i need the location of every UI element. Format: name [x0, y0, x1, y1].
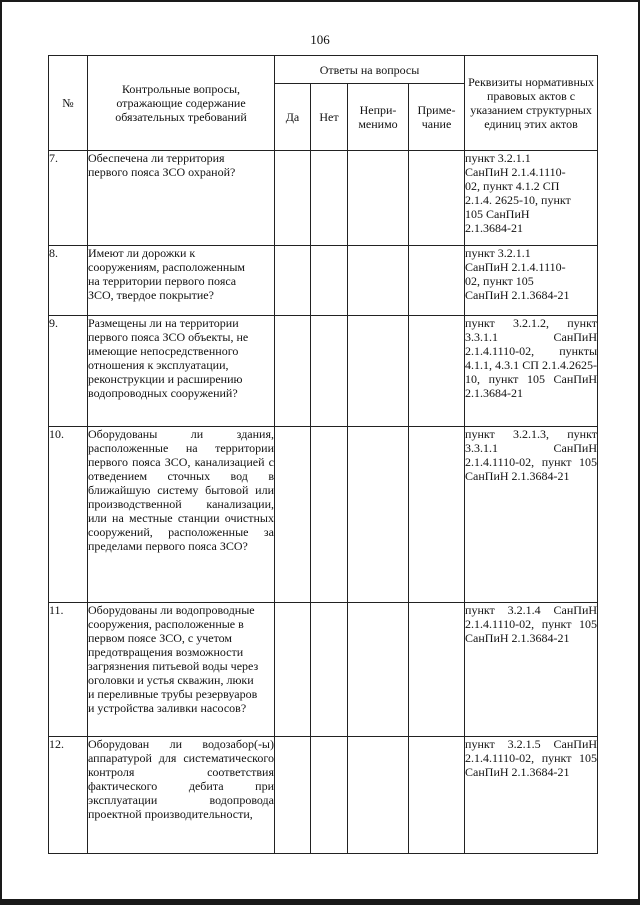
row-number: 7.: [49, 151, 88, 246]
row-number: 9.: [49, 316, 88, 427]
row-number: 8.: [49, 246, 88, 316]
question-text: Имеют ли дорожки к сооружениям, расположенным на территории первого пояса ЗСО, твердое покрытие?: [88, 246, 275, 316]
answer-not-applicable-cell[interactable]: [348, 603, 409, 737]
header-yes: Да: [275, 84, 311, 151]
answer-not-applicable-cell[interactable]: [348, 427, 409, 603]
row-number: 12.: [49, 737, 88, 854]
answer-no-cell[interactable]: [311, 737, 348, 854]
answer-no-cell[interactable]: [311, 151, 348, 246]
scan-border-bottom: [0, 899, 640, 905]
answer-no-cell[interactable]: [311, 246, 348, 316]
question-text: Оборудованы ли здания, расположенные на территории первого пояса ЗСО, канализацией с отведением сточных вод в ближайшую систему бытовой или производственной канализации, или на местные станции очистных сооружений, расположенные за пределами первого пояса ЗСО?: [88, 427, 275, 603]
scan-border-left: [0, 0, 2, 905]
answer-no-cell[interactable]: [311, 427, 348, 603]
answer-yes-cell[interactable]: [275, 316, 311, 427]
answer-note-cell[interactable]: [409, 246, 465, 316]
reference-text: пункт 3.2.1.3, пункт 3.3.1.1 СанПиН 2.1.4.1110-02, пункт 105 СанПиН 2.1.3684-21: [465, 427, 598, 603]
answer-note-cell[interactable]: [409, 737, 465, 854]
question-text: Размещены ли на территории первого пояса ЗСО объекты, не имеющие непосредственного отношения к эксплуатации, реконструкции и расширению водопроводных сооружений?: [88, 316, 275, 427]
checklist-table: [48, 55, 598, 854]
reference-text: пункт 3.2.1.1 СанПиН 2.1.4.1110- 02, пункт 4.1.2 СП 2.1.4. 2625-10, пункт 105 СанПиН 2.1.3684-21: [465, 151, 598, 246]
answer-note-cell[interactable]: [409, 316, 465, 427]
table-row: [49, 151, 598, 246]
header-no: Нет: [311, 84, 348, 151]
question-text: Оборудованы ли водопроводные сооружения, расположенные в первом поясе ЗСО, с учетом предотвращения возможности загрязнения питьевой воды через оголовки и устья скважин, люки и переливные трубы резервуаров и устройства заливки насосов?: [88, 603, 275, 737]
header-answers: Ответы на вопросы: [275, 56, 465, 84]
row-number: 10.: [49, 427, 88, 603]
answer-yes-cell[interactable]: [275, 246, 311, 316]
header-questions: Контрольные вопросы, отражающие содержание обязательных требований: [88, 56, 275, 151]
answer-yes-cell[interactable]: [275, 151, 311, 246]
answer-not-applicable-cell[interactable]: [348, 737, 409, 854]
answer-yes-cell[interactable]: [275, 427, 311, 603]
row-number: 11.: [49, 603, 88, 737]
answer-not-applicable-cell[interactable]: [348, 246, 409, 316]
question-text: Оборудован ли водозабор(-ы) аппаратурой для систематического контроля соответствия фактического дебита при эксплуатации водопровода проектной производительности,: [88, 737, 275, 854]
reference-text: пункт 3.2.1.5 СанПиН 2.1.4.1110-02, пункт 105 СанПиН 2.1.3684-21: [465, 737, 598, 854]
table-row: [49, 316, 598, 427]
page-number: 106: [310, 32, 330, 47]
answer-note-cell[interactable]: [409, 427, 465, 603]
answer-yes-cell[interactable]: [275, 737, 311, 854]
reference-text: пункт 3.2.1.1 СанПиН 2.1.4.1110- 02, пункт 105 СанПиН 2.1.3684-21: [465, 246, 598, 316]
answer-note-cell[interactable]: [409, 603, 465, 737]
table-row: [49, 603, 598, 737]
answer-not-applicable-cell[interactable]: [348, 151, 409, 246]
header-requisites: Реквизиты нормативных правовых актов с указанием структурных единиц этих актов: [465, 56, 598, 151]
reference-text: пункт 3.2.1.4 СанПиН 2.1.4.1110-02, пункт 105 СанПиН 2.1.3684-21: [465, 603, 598, 737]
header-number: №: [49, 56, 88, 151]
answer-yes-cell[interactable]: [275, 603, 311, 737]
question-text: Обеспечена ли территория первого пояса ЗСО охраной?: [88, 151, 275, 246]
answer-note-cell[interactable]: [409, 151, 465, 246]
reference-text: пункт 3.2.1.2, пункт 3.3.1.1 СанПиН 2.1.4.1110-02, пункты 4.1.1, 4.3.1 СП 2.1.4.2625-10, пункт 105 СанПиН 2.1.3684-21: [465, 316, 598, 427]
table-row: [49, 427, 598, 603]
table-row: [49, 246, 598, 316]
table-row: [49, 737, 598, 854]
answer-no-cell[interactable]: [311, 316, 348, 427]
answer-no-cell[interactable]: [311, 603, 348, 737]
scan-border-top: [0, 0, 640, 2]
answer-not-applicable-cell[interactable]: [348, 316, 409, 427]
header-note: Приме- чание: [409, 84, 465, 151]
header-not-applicable: Непри- менимо: [348, 84, 409, 151]
